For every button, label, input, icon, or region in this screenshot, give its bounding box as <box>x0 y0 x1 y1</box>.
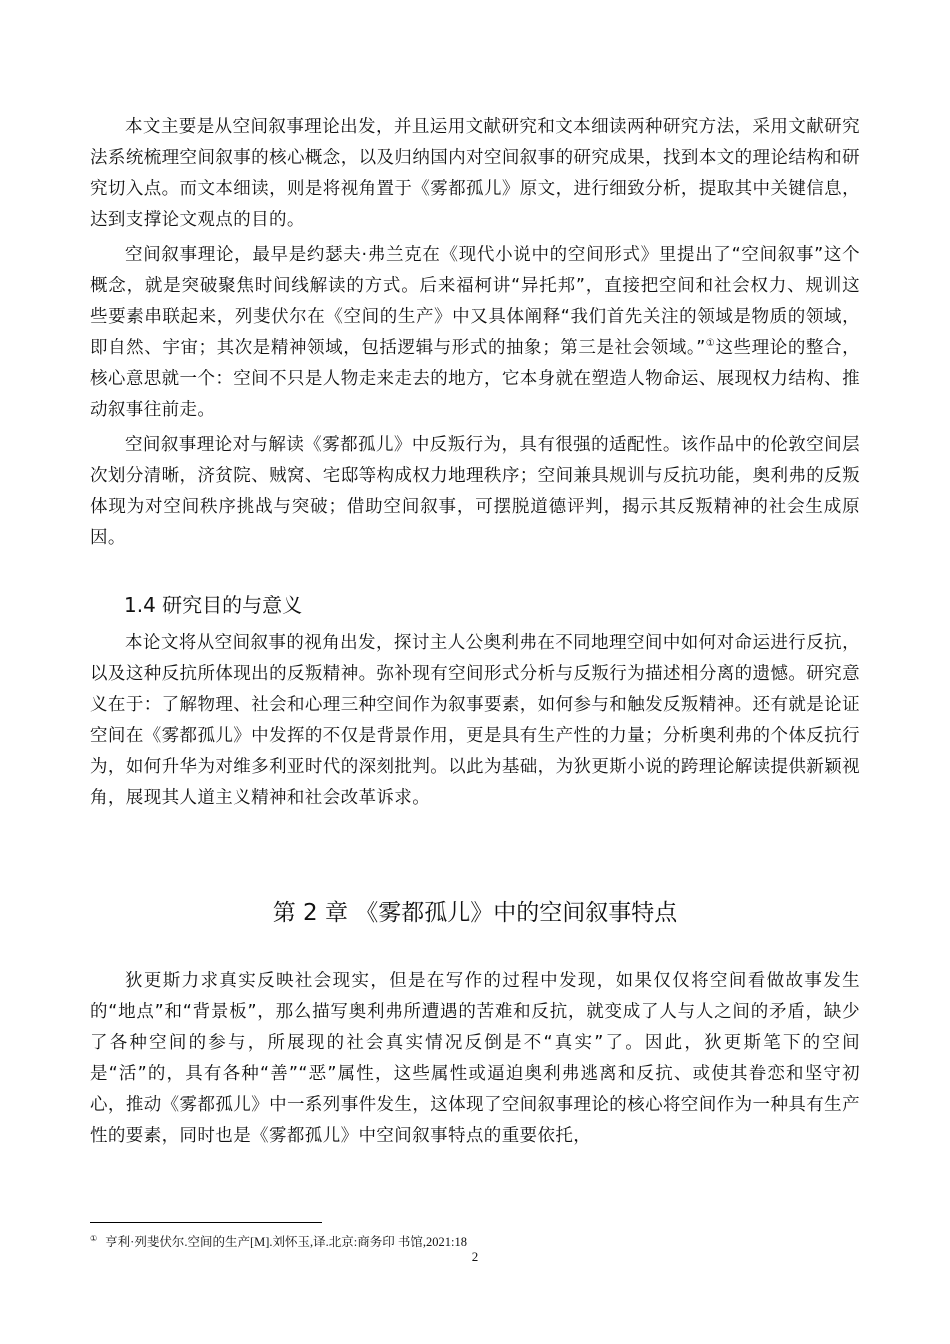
footnote-reference[interactable]: ① <box>705 338 716 350</box>
paragraph-research-methods: 本文主要是从空间叙事理论出发，并且运用文献研究和文本细读两种研究方法，采用文献研究法系统梳理空间叙事的核心概念，以及归纳国内对空间叙事的研究成果，找到本文的理论结构和研究切入点。而文本细读，则是将视角置于《雾都孤儿》原文，进行细致分析，提取其中关键信息，达到支撑论文观点的目的。 <box>90 117 860 230</box>
section-heading: 1.4 研究目的与意义 <box>124 593 303 617</box>
page-body <box>90 112 860 1156</box>
footnote-mark: ① <box>90 1234 98 1243</box>
paragraph-purpose: 本论文将从空间叙事的视角出发，探讨主人公奥利弗在不同地理空间中如何对命运进行反抗，以及这种反抗所体现出的反叛精神。弥补现有空间形式分析与反叛行为描述相分离的遗憾。研究意义在于：了解物理、社会和心理三种空间作为叙事要素，如何参与和触发反叛精神。还有就是论证空间在《雾都孤儿》中发挥的不仅是背景作用，更是具有生产性的力量；分析奥利弗的个体反抗行为，如何升华为对维多利亚时代的深刻批判。以此为基础，为狄更斯小说的跨理论解读提供新颖视角，展现其人道主义精神和社会改革诉求。 <box>90 633 860 808</box>
paragraph-spatial-theory <box>90 240 860 426</box>
paragraph-chapter-intro: 狄更斯力求真实反映社会现实，但是在写作的过程中发现，如果仅仅将空间看做故事发生的“地点”和“背景板”，那么描写奥利弗所遭遇的苦难和反抗，就变成了人与人之间的矛盾，缺少了各种空间的参与，所展现的社会真实情况反倒是不“真实”了。因此，狄更斯笔下的空间是“活”的，具有各种“善”“恶”属性，这些属性或逼迫奥利弗逃离和反抗、或使其眷恋和坚守初心，推动《雾都孤儿》中一系列事件发生，这体现了空间叙事理论的核心将空间作为一种具有生产性的要素，同时也是《雾都孤儿》中空间叙事特点的重要依托， <box>90 971 860 1146</box>
chapter-heading: 第 2 章 《雾都孤儿》中的空间叙事特点 <box>272 900 678 926</box>
page-number: 2 <box>471 1249 479 1264</box>
paragraph-text: 空间叙事理论，最早是约瑟夫·弗兰克在《现代小说中的空间形式》里提出了“空间叙事”这个概念，就是突破聚焦时间线解读的方式。后来福柯讲“异托邦”，直接把空间和社会权力、规训这些要素串联起来，列斐伏尔在《空间的生产》中又具体阐释“我们首先关注的领域是物质的领域，即自然、宇宙；其次是精神领域，包括逻辑与形式的抽象；第三是社会领域。” <box>90 245 860 358</box>
footnote <box>90 1230 467 1251</box>
footnote-text: 亨利·列斐伏尔.空间的生产[M].刘怀玉,译.北京:商务印 书馆,2021:18 <box>105 1235 467 1250</box>
paragraph-applicability: 空间叙事理论对与解读《雾都孤儿》中反叛行为，具有很强的适配性。该作品中的伦敦空间层次划分清晰，济贫院、贼窝、宅邸等构成权力地理秩序；空间兼具规训与反抗功能，奥利弗的反叛体现为对空间秩序挑战与突破；借助空间叙事，可摆脱道德评判，揭示其反叛精神的社会生成原因。 <box>90 435 860 548</box>
paragraph-text: 这些理论的整合，核心意思就一个：空间不只是人物走来走去的地方，它本身就在塑造人物命运、展现权力结构、推动叙事往前走。 <box>90 338 860 420</box>
footnote-divider <box>90 1222 322 1223</box>
